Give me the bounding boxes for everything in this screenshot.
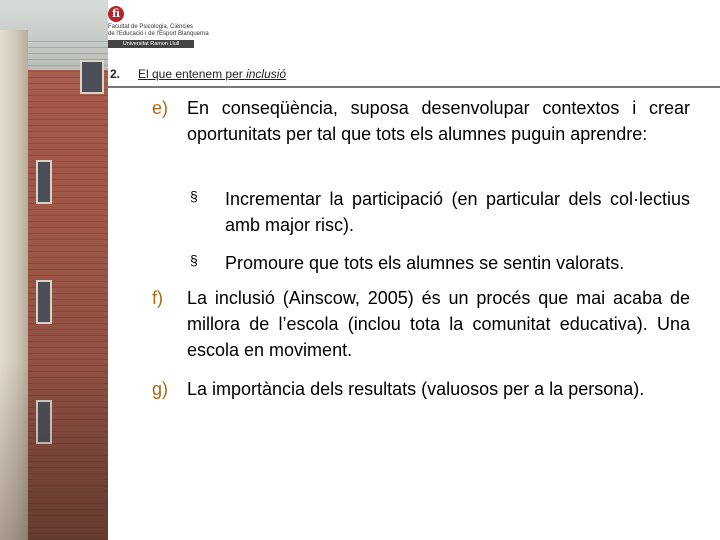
bullet-text: Promoure que tots els alumnes se sentin valorats. [225,253,625,273]
bullet-item [190,186,690,238]
bullet-icon: § [190,252,198,268]
photo-window [36,280,52,324]
logo-line-2: de l'Educació i de l'Esport Blanquerna [108,31,209,37]
item-text: La inclusió (Ainscow, 2005) és un procés que mai acaba de millora de l’escola (inclou tota la comunitat educativa). Una escola en moviment. [187,288,690,360]
bullet-item [190,250,690,276]
item-text: La importància dels resultats (valuosos per a la persona). [187,379,645,399]
logo-mark: fi [108,6,124,22]
photo-shade [0,360,108,540]
list-item-g [152,376,690,402]
section-number: 2. [110,67,121,81]
building-photo [0,0,108,540]
bullet-text: Incrementar la participació (en particular dels col·lectius amb major risc). [225,189,690,235]
photo-window [36,160,52,204]
header-divider [108,86,720,88]
item-label: f) [152,288,163,308]
list-item-f [152,285,690,363]
list-item-e [152,95,690,147]
bullet-icon: § [190,188,198,204]
photo-window [80,60,104,94]
logo-university-bar: Universitat Ramon Llull [108,40,194,48]
logo-line-1: Facultat de Psicologia, Ciències [108,24,194,30]
faculty-logo [108,6,208,46]
section-title-italic: inclusió [246,67,287,81]
item-label: e) [152,98,169,118]
item-text: En conseqüència, suposa desenvolupar contextos i crear oportunitats per tal que tots els alumnes puguin aprendre: [187,98,690,144]
item-label: g) [152,379,169,399]
section-title-plain: El que entenem per [138,67,247,81]
section-title [138,67,286,81]
